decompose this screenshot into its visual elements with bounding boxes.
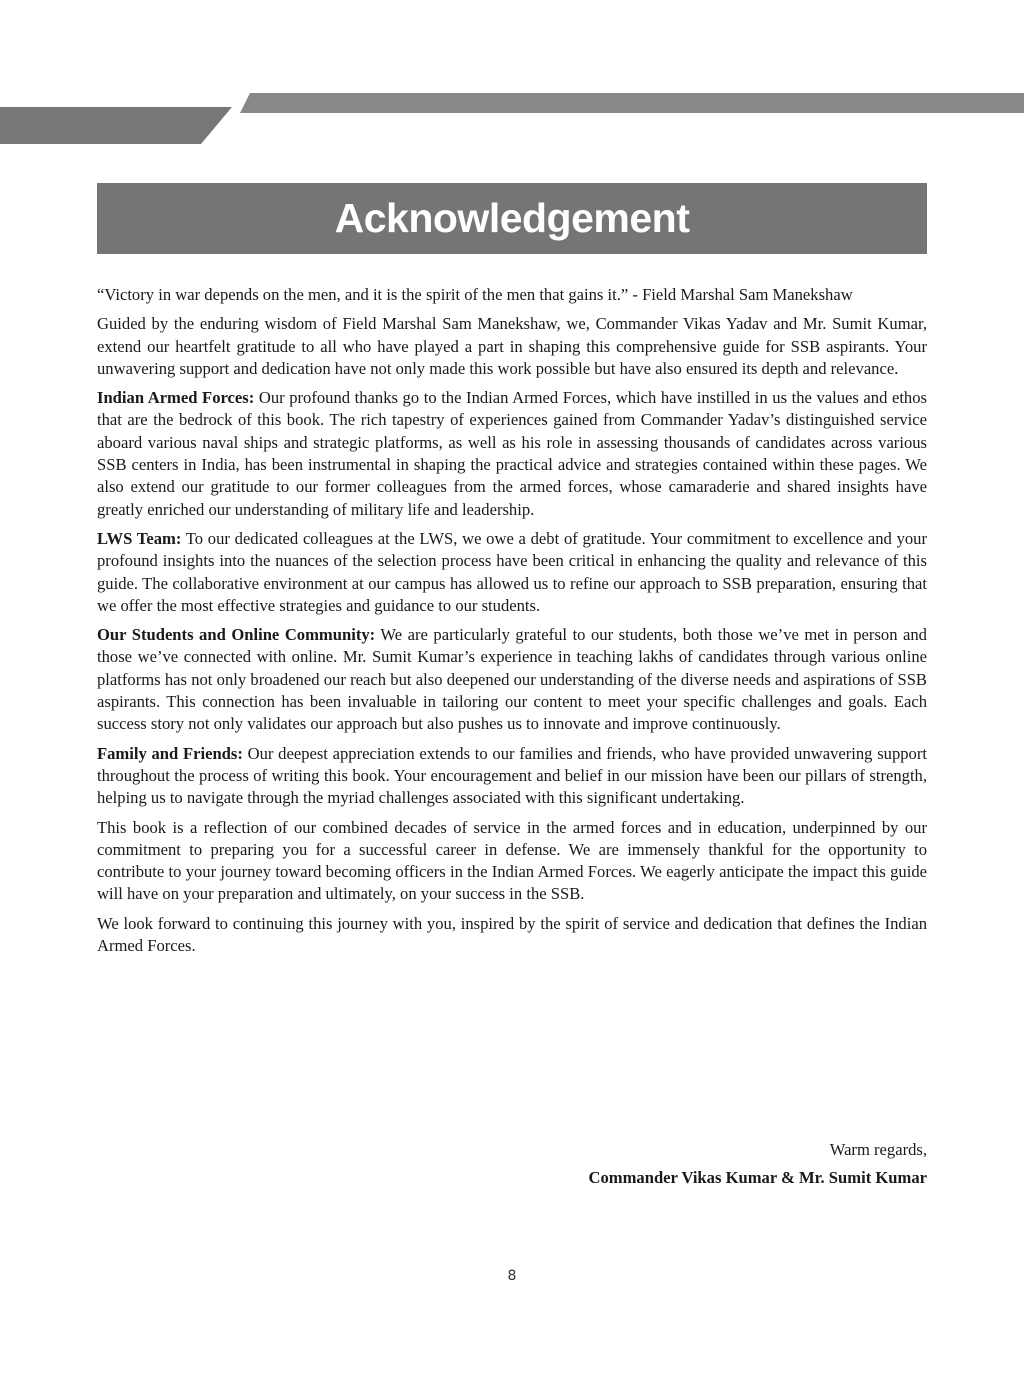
opening-quote: “Victory in war depends on the men, and it is the spirit of the men that gains it.” - Field Marshal Sam Manekshaw — [97, 285, 853, 304]
header-band-right — [240, 93, 1024, 113]
paragraph-reflection — [97, 817, 927, 906]
title-banner — [97, 183, 927, 254]
paragraph-closing-thoughts — [97, 913, 927, 958]
paragraph-intro — [97, 313, 927, 380]
acknowledgement-body — [97, 284, 927, 964]
paragraph-body: We look forward to continuing this journey with you, inspired by the spirit of service and dedication that defines the Indian Armed Forces. — [97, 913, 927, 956]
paragraph-body: Guided by the enduring wisdom of Field Marshal Sam Manekshaw, we, Commander Vikas Yadav and Mr. Sumit Kumar, extend our heartfelt gratitude to all who have played a part in shaping this comprehensive guide for SSB aspirants. Your unwavering support and dedication have not only made this work possible but have also ensured its depth and relevance. — [97, 314, 927, 378]
paragraph-body: Our profound thanks go to the Indian Armed Forces, which have instilled in us the values and ethos that are the bedrock of this book. The rich tapestry of experiences gained from Commander Yadav’s distinguished service aboard various naval ships and strategic platforms, as well as his role in assessing thousands of candidates across various SSB centers in India, has been instrumental in shaping the practical advice and strategies contained within these pages. We also extend our gratitude to our former colleagues from the armed forces, whose camaraderie and shared insights have greatly enriched our understanding of military life and leadership. — [97, 388, 927, 519]
paragraph-body: This book is a reflection of our combined decades of service in the armed forces and in education, underpinned by our commitment to preparing you for a successful career in defense. We are immensely thankful for the opportunity to contribute to your journey toward becoming officers in the Indian Armed Forces. We eagerly anticipate the impact this guide will have on your preparation and ultimately, on your success in the SSB. — [97, 817, 927, 904]
salutation: Warm regards, — [829, 1140, 927, 1159]
header-band-left — [0, 107, 232, 144]
page-number: 8 — [507, 1268, 517, 1284]
paragraph-students-community — [97, 624, 927, 735]
closing-block — [589, 1136, 928, 1192]
paragraph-indian-armed-forces — [97, 387, 927, 521]
paragraph-heading: Indian Armed Forces: — [97, 388, 255, 408]
header-decoration — [0, 0, 1024, 160]
paragraph-lws-team — [97, 528, 927, 617]
paragraph-heading: Our Students and Online Community: — [97, 625, 376, 645]
paragraph-body: We are particularly grateful to our students, both those we’ve met in person and those we’ve connected with online. Mr. Sumit Kumar’s experience in teaching lakhs of candidates through various online platforms has not only broadened our reach but also deepened our understanding of the diverse needs and aspirations of SSB aspirants. This connection has been invaluable in tailoring our content to meet your specific challenges and goals. Each success story not only validates our approach but also pushes us to innovate and improve continuously. — [97, 625, 927, 734]
page-title: Acknowledgement — [334, 195, 690, 241]
signature: Commander Vikas Kumar & Mr. Sumit Kumar — [588, 1168, 927, 1187]
paragraph-family-friends — [97, 743, 927, 810]
paragraph-body: Our deepest appreciation extends to our families and friends, who have provided unwavering support throughout the process of writing this book. Your encouragement and belief in our mission have been our pillars of strength, helping us to navigate through the myriad challenges associated with this significant undertaking. — [97, 743, 927, 808]
paragraph-heading: LWS Team: — [97, 528, 182, 548]
paragraph-heading: Family and Friends: — [97, 743, 243, 763]
paragraph-body: To our dedicated colleagues at the LWS, we owe a debt of gratitude. Your commitment to excellence and your profound insights into the nuances of the selection process have been critical in enhancing the quality and relevance of this guide. The collaborative environment at our campus has allowed us to refine our approach to SSB preparation, ensuring that we offer the most effective strategies and guidance to our students. — [97, 528, 927, 615]
